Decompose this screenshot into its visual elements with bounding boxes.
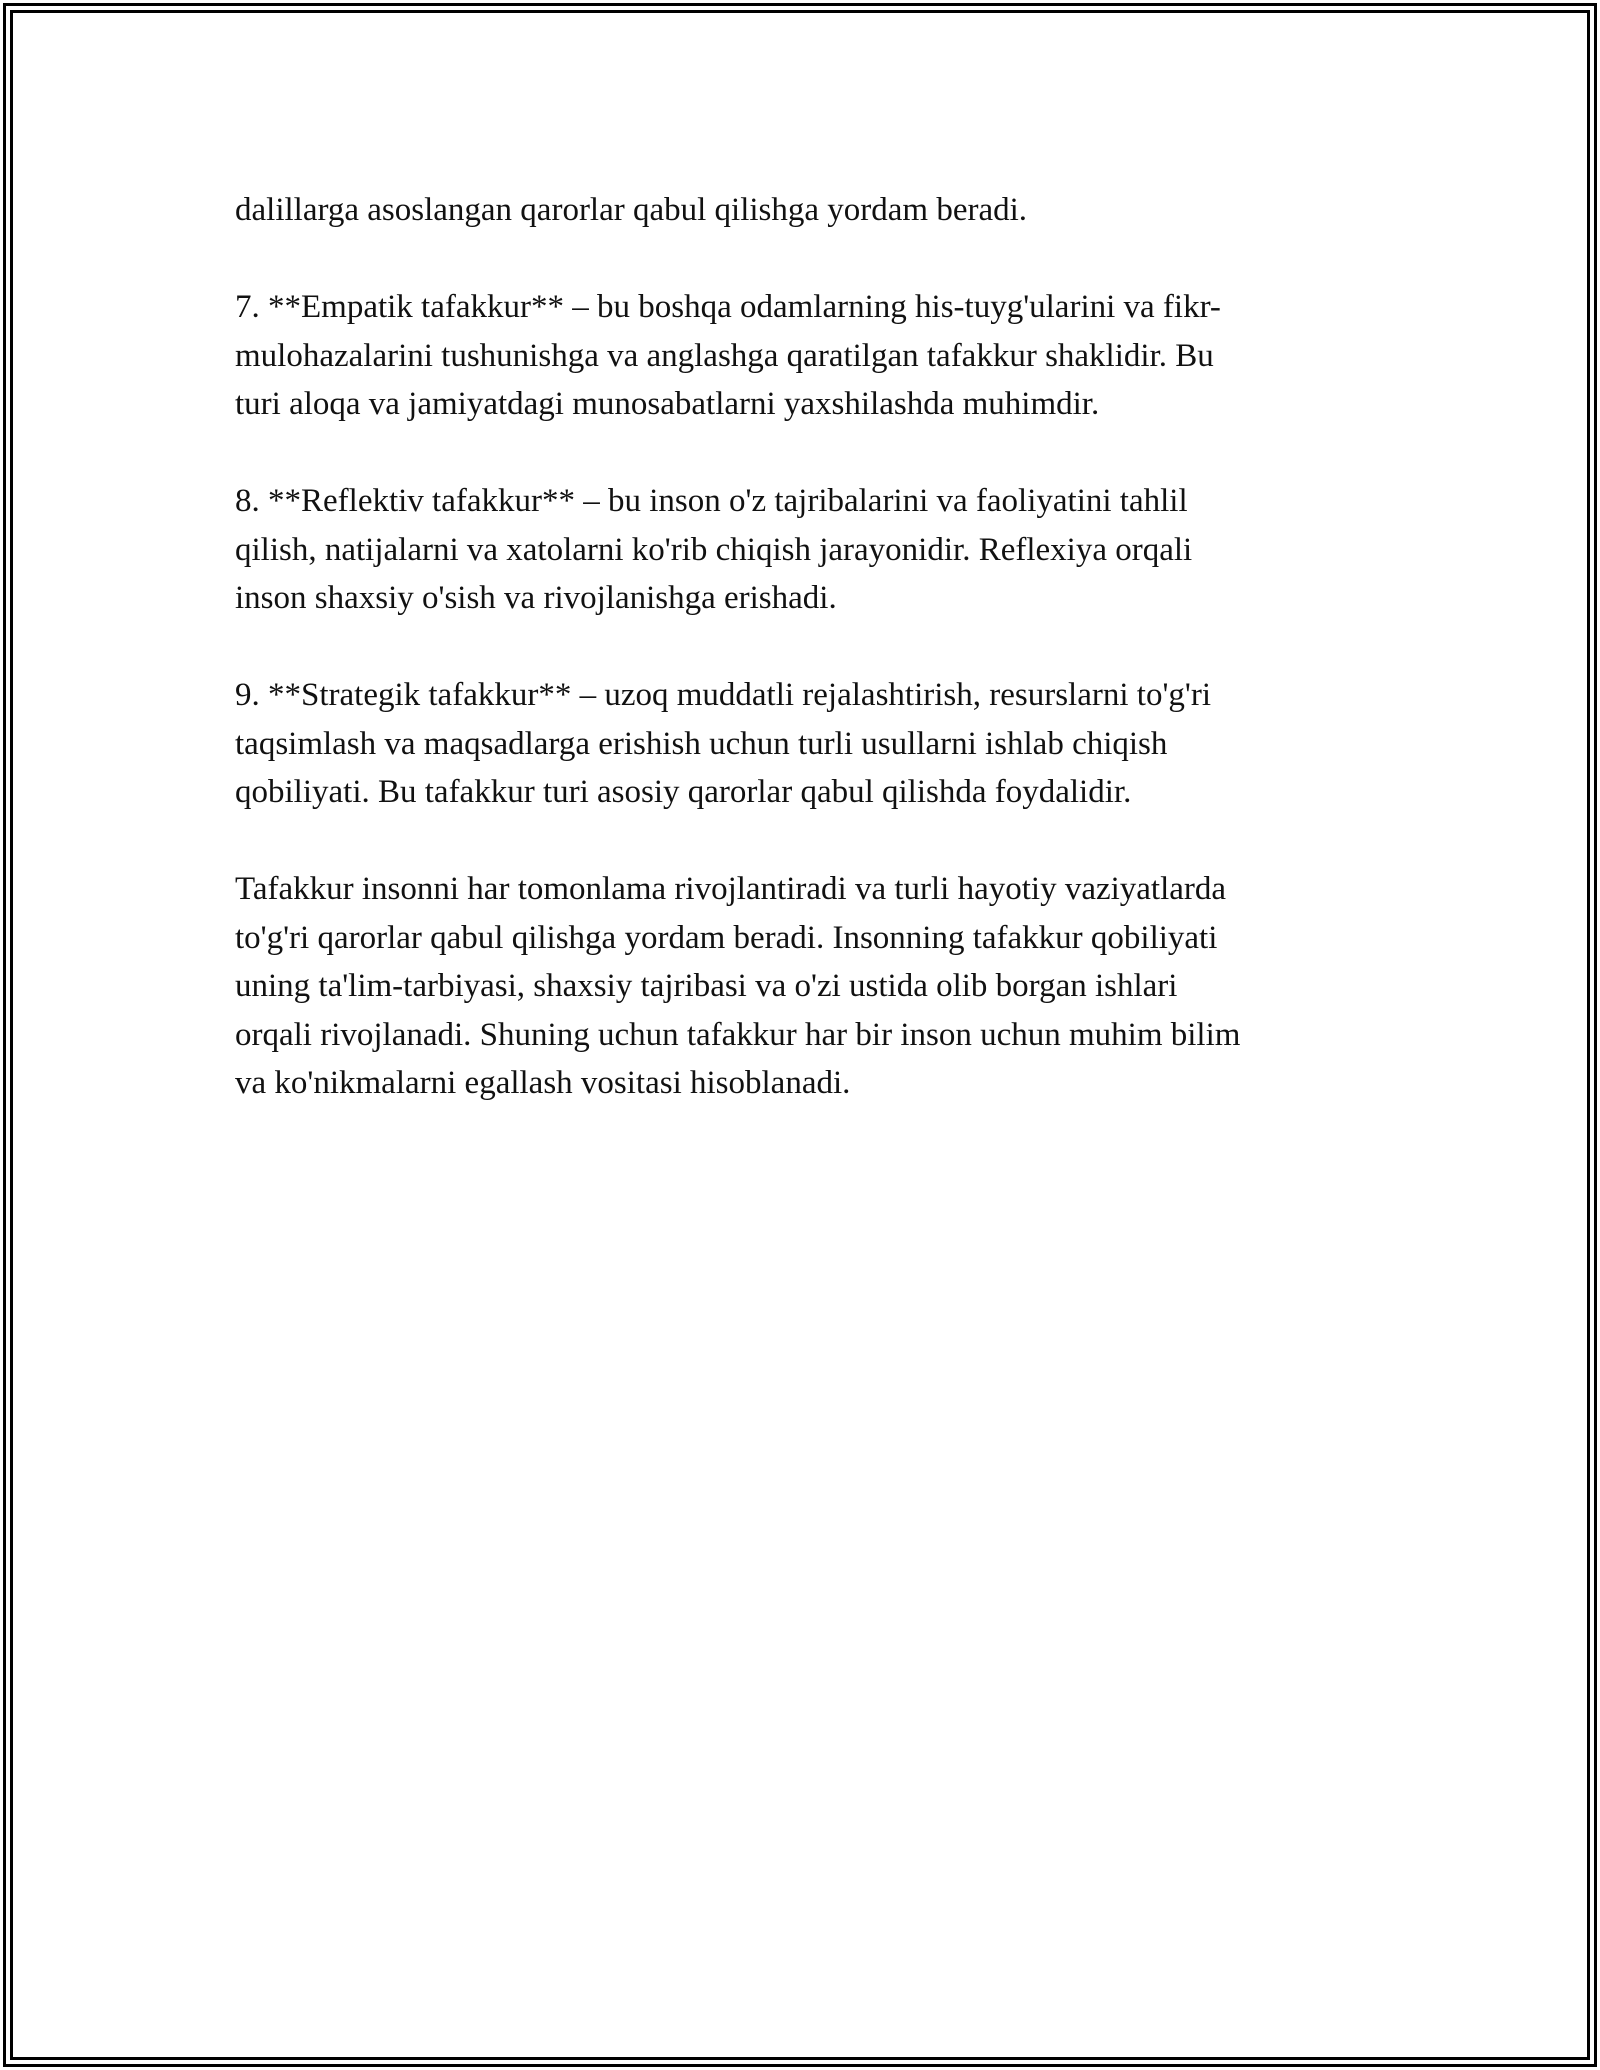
text-line: qilish, natijalarni va xatolarni ko'rib chiqish jarayonidir. Reflexiya orqali xyxy=(235,531,1193,568)
text-line: 7. **Empatik tafakkur** – bu boshqa odamlarning his-tuyg'ularini va fikr- xyxy=(235,289,1221,325)
text-line: 8. **Reflektiv tafakkur** – bu inson o'z tajribalarini va faoliyatini tahlil xyxy=(235,483,1188,519)
text-line: 9. **Strategik tafakkur** – uzoq muddatli rejalashtirish, resurslarni to'g'ri xyxy=(235,677,1211,713)
text-line: taqsimlash va maqsadlarga erishish uchun turli usullarni ishlab chiqish xyxy=(235,725,1168,762)
text-line: Tafakkur insonni har tomonlama rivojlantiradi va turli hayotiy vaziyatlarda xyxy=(235,871,1227,907)
paragraph-strategik-tafakkur xyxy=(235,671,1375,817)
text-line: to'g'ri qarorlar qabul qilishga yordam beradi. Insonning tafakkur qobiliyati xyxy=(235,919,1218,956)
paragraph-conclusion xyxy=(235,865,1375,1108)
text-line: mulohazalarini tushunishga va anglashga qaratilgan tafakkur shaklidir. Bu xyxy=(235,337,1214,374)
text-line: va ko'nikmalarni egallash vositasi hisoblanadi. xyxy=(235,1065,851,1101)
paragraph-reflektiv-tafakkur xyxy=(235,477,1375,623)
paragraph-continuation xyxy=(235,186,1375,235)
text-line: dalillarga asoslangan qarorlar qabul qilishga yordam beradi. xyxy=(235,192,1028,228)
paragraph-empatik-tafakkur xyxy=(235,283,1375,429)
document-body xyxy=(235,186,1375,1156)
text-line: qobiliyati. Bu tafakkur turi asosiy qarorlar qabul qilishda foydalidir. xyxy=(235,774,1132,810)
text-line: turi aloqa va jamiyatdagi munosabatlarni yaxshilashda muhimdir. xyxy=(235,386,1100,422)
text-line: orqali rivojlanadi. Shuning uchun tafakkur har bir inson uchun muhim bilim xyxy=(235,1016,1241,1053)
text-line: inson shaxsiy o'sish va rivojlanishga erishadi. xyxy=(235,580,837,616)
text-line: uning ta'lim-tarbiyasi, shaxsiy tajribasi va o'zi ustida olib borgan ishlari xyxy=(235,968,1178,1004)
